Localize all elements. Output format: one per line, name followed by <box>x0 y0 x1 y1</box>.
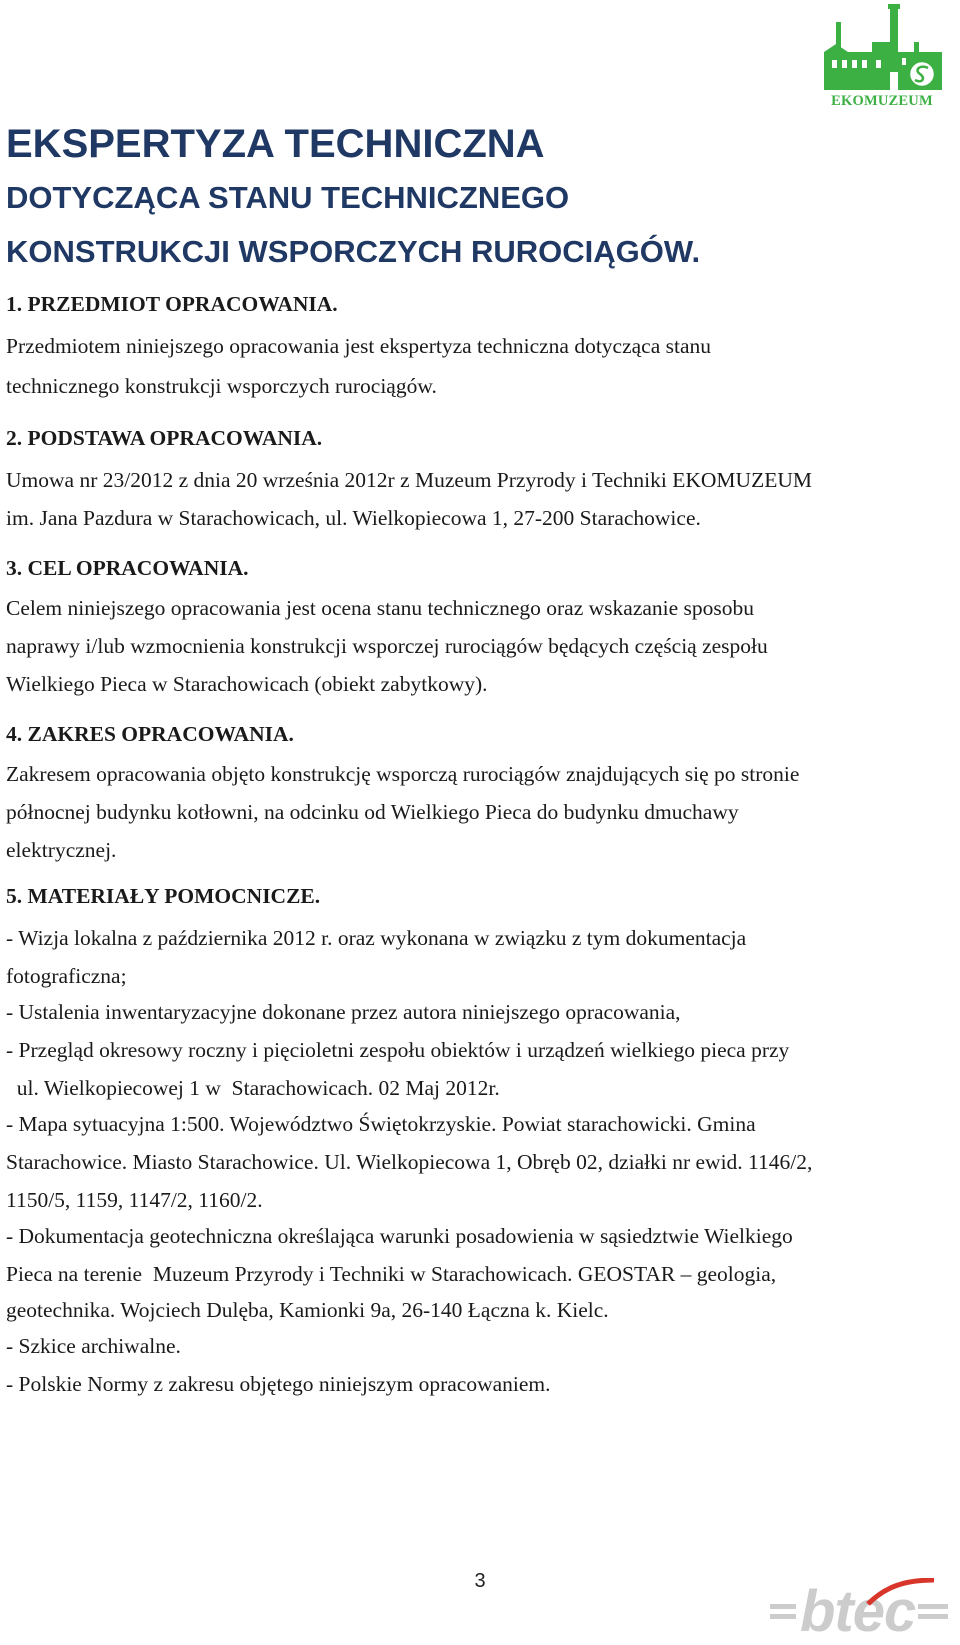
body-text-line: technicznego konstrukcji wsporczych rurociągów. <box>6 374 437 398</box>
factory-icon <box>816 2 948 94</box>
body-text-line: - Szkice archiwalne. <box>6 1334 181 1358</box>
section-heading: 1. PRZEDMIOT OPRACOWANIA. <box>6 292 338 316</box>
body-text-line: im. Jana Pazdura w Starachowicach, ul. Wielkopiecowa 1, 27-200 Starachowice. <box>6 506 701 530</box>
section-heading: 4. ZAKRES OPRACOWANIA. <box>6 722 294 746</box>
body-text-line: - Przegląd okresowy roczny i pięcioletni zespołu obiektów i urządzeń wielkiego pieca przy <box>6 1038 790 1062</box>
document-title: EKSPERTYZA TECHNICZNA <box>6 122 545 166</box>
btec-logo <box>770 1579 955 1644</box>
section-heading: 5. MATERIAŁY POMOCNICZE. <box>6 884 321 908</box>
body-text-line: - Wizja lokalna z października 2012 r. oraz wykonana w związku z tym dokumentacja <box>6 926 747 950</box>
body-text-line: Wielkiego Pieca w Starachowicach (obiekt zabytkowy). <box>6 672 488 696</box>
document-subtitle-2: KONSTRUKCJI WSPORCZYCH RUROCIĄGÓW. <box>6 234 701 269</box>
section-heading: 2. PODSTAWA OPRACOWANIA. <box>6 426 323 450</box>
logo-text: EKOMUZEUM <box>831 93 933 109</box>
body-text-line: geotechnika. Wojciech Dulęba, Kamionki 9a, 26-140 Łączna k. Kielc. <box>6 1298 609 1322</box>
page-number: 3 <box>474 1570 486 1592</box>
body-text-line: fotograficzna; <box>6 964 127 988</box>
body-text-line: Zakresem opracowania objęto konstrukcję wsporczą rurociągów znajdujących się po stronie <box>6 762 800 786</box>
body-text-line: północnej budynku kotłowni, na odcinku od Wielkiego Pieca do budynku dmuchawy <box>6 800 739 824</box>
section-heading: 3. CEL OPRACOWANIA. <box>6 556 249 580</box>
body-text-line: Starachowice. Miasto Starachowice. Ul. Wielkopiecowa 1, Obręb 02, działki nr ewid. 1146/2, <box>6 1150 813 1174</box>
body-text-line: naprawy i/lub wzmocnienia konstrukcji wsporczej rurociągów będących częścią zespołu <box>6 634 768 658</box>
body-text-line: Pieca na terenie Muzeum Przyrody i Techniki w Starachowicach. GEOSTAR – geologia, <box>6 1262 777 1286</box>
document-subtitle-1: DOTYCZĄCA STANU TECHNICZNEGO <box>6 180 570 215</box>
body-text-line: - Polskie Normy z zakresu objętego niniejszym opracowaniem. <box>6 1372 551 1396</box>
ekomuzeum-logo <box>816 2 948 110</box>
body-text-line: 1150/5, 1159, 1147/2, 1160/2. <box>6 1188 263 1212</box>
body-text-line: Celem niniejszego opracowania jest ocena stanu technicznego oraz wskazanie sposobu <box>6 596 755 620</box>
body-text-line: - Ustalenia inwentaryzacyjne dokonane przez autora niniejszego opracowania, <box>6 1000 681 1024</box>
body-text-line: - Dokumentacja geotechniczna określająca warunki posadowienia w sąsiedztwie Wielkiego <box>6 1224 793 1248</box>
body-text-line: Umowa nr 23/2012 z dnia 20 września 2012r z Muzeum Przyrody i Techniki EKOMUZEUM <box>6 468 812 492</box>
body-text-line: ul. Wielkopiecowej 1 w Starachowicach. 02 Maj 2012r. <box>6 1076 500 1100</box>
body-text-line: - Mapa sytuacyjna 1:500. Województwo Świętokrzyskie. Powiat starachowicki. Gmina <box>6 1112 756 1136</box>
btec-logo-text: btec <box>800 1579 916 1644</box>
body-text-line: Przedmiotem niniejszego opracowania jest ekspertyza techniczna dotycząca stanu <box>6 334 712 358</box>
body-text-line: elektrycznej. <box>6 838 117 862</box>
